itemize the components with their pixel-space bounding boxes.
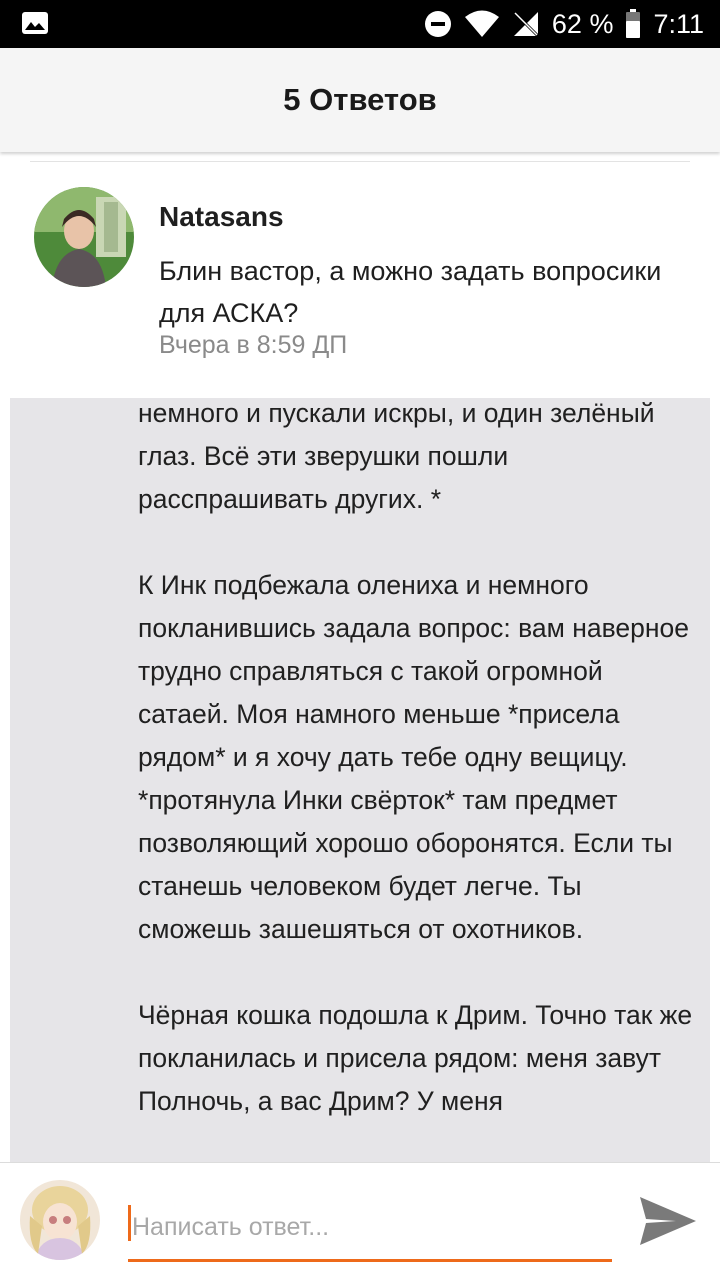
no-signal-icon <box>512 10 540 38</box>
text-cursor <box>128 1205 131 1241</box>
story-paragraph: немного и пускали искры, и один зелёный глаз. Всё эти зверушки пошли расспрашивать других. * <box>138 398 655 514</box>
story-paragraph: К Инк подбежала олениха и немного покланившись задала вопрос: вам наверное трудно справляться с такой огромной сатаей. Моя намного меньше *присела рядом* и я хочу дать тебе одну вещицу. *протянула Инки свёрток* там предмет позволяющий хорошо оборонятся. Если ты станешь человеком будет легче. Ты сможешь зашешяться от охотников. <box>138 570 689 944</box>
avatar[interactable] <box>34 187 134 287</box>
wifi-icon <box>464 10 500 38</box>
comment-text: Блин вастор, а можно задать вопросики для АСКА? <box>159 256 662 328</box>
battery-icon <box>625 9 641 39</box>
reply-composer <box>0 1162 720 1281</box>
send-icon <box>636 1191 700 1251</box>
reply-input[interactable] <box>128 1203 616 1251</box>
comment-timestamp: Вчера в 8:59 ДП <box>159 331 348 359</box>
page-title: 5 Ответов <box>283 82 437 117</box>
story-paragraph: Чёрная кошка подошла к Дрим. Точно так же покланилась и присела рядом: меня завут Полночь, а вас Дрим? У меня <box>138 1000 693 1116</box>
story-content <box>10 398 710 1162</box>
comment-author[interactable]: Natasans <box>159 201 284 232</box>
input-underline <box>128 1259 612 1262</box>
battery-percent: 62 % <box>551 8 614 39</box>
clock: 7:11 <box>653 8 704 39</box>
gallery-notification-icon <box>22 12 48 34</box>
top-bar <box>0 48 720 152</box>
user-avatar <box>20 1180 100 1260</box>
story-text <box>138 398 698 1162</box>
send-button[interactable] <box>636 1191 700 1251</box>
status-bar <box>0 0 720 48</box>
do-not-disturb-icon <box>424 10 452 38</box>
divider <box>30 161 690 162</box>
